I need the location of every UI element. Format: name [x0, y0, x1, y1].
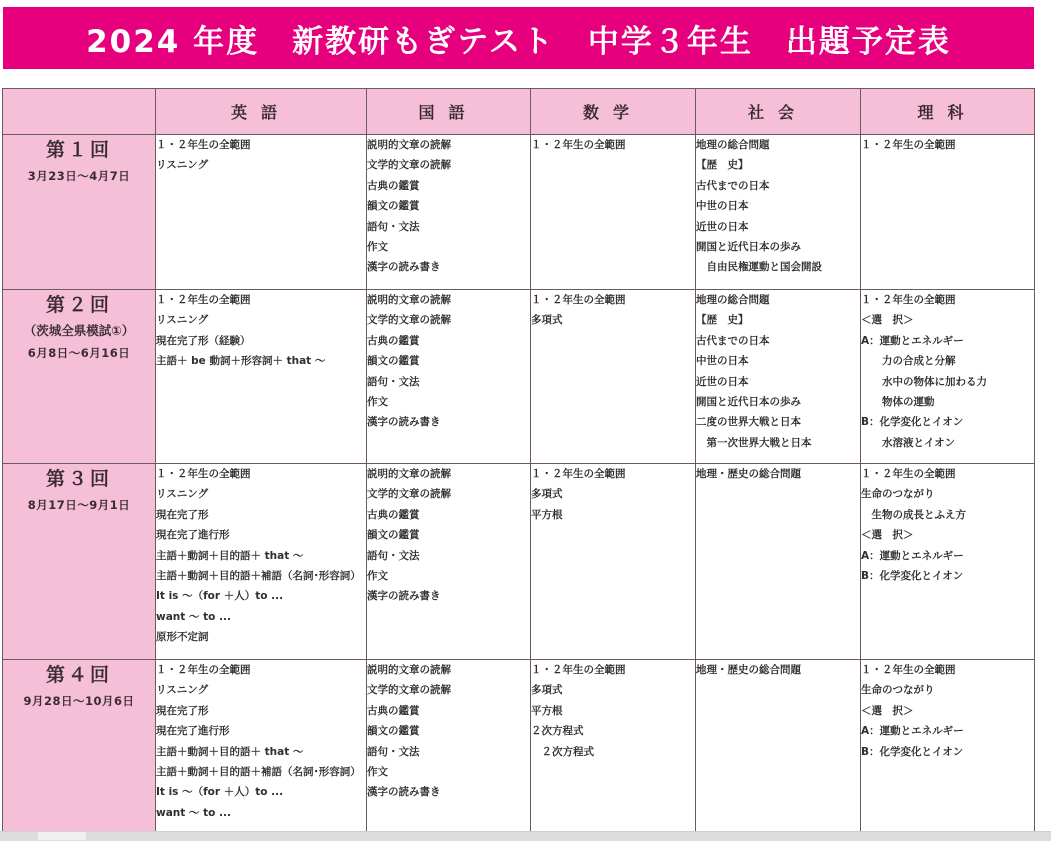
topic-item: 主語＋動詞＋目的語＋補語（名詞･形容詞）	[156, 765, 361, 778]
topic-list	[531, 135, 695, 155]
topic-item: 古典の鑑賞	[367, 508, 420, 521]
topic-item: ＜選 択＞	[861, 314, 914, 327]
topic-item: 地理の総合問題	[696, 139, 770, 151]
topic-item: ＜選 択＞	[861, 704, 914, 717]
topic-item: It is 〜（for ＋人）to ...	[156, 590, 284, 603]
topic-cell-social	[696, 290, 861, 464]
round-dates: 8月17日〜9月1日	[27, 498, 131, 512]
topic-cell-math	[531, 464, 696, 660]
topic-list	[696, 464, 860, 484]
round-note: （茨城全県模試①）	[23, 323, 135, 338]
topic-item: 語句・文法	[367, 549, 420, 562]
topic-item: １・２年生の全範囲	[861, 664, 956, 676]
topic-cell-math	[531, 660, 696, 840]
topic-item: 文学的文章の読解	[367, 488, 451, 501]
topic-item: 語句・文法	[367, 375, 420, 388]
topic-cell-science	[861, 464, 1035, 660]
round-cell	[3, 290, 156, 464]
topic-cell-japanese	[367, 290, 531, 464]
topic-item: 作文	[367, 240, 388, 253]
topic-item: １・２年生の全範囲	[861, 468, 956, 480]
round-title: 第３回	[45, 468, 112, 490]
round-cell	[3, 464, 156, 660]
page-title: 2024 年度 新教研もぎテスト 中学３年生 出題予定表	[86, 23, 951, 60]
topic-item: ２次方程式	[531, 725, 584, 738]
topic-item: １・２年生の全範囲	[531, 139, 626, 151]
topic-item: 近世の日本	[696, 375, 749, 388]
topic-item: １・２年生の全範囲	[156, 294, 251, 306]
topic-cell-science	[861, 660, 1035, 840]
topic-item: 文学的文章の読解	[367, 314, 451, 327]
topic-item: A：運動とエネルギー	[861, 334, 964, 347]
topic-item: 漢字の読み書き	[367, 261, 441, 274]
topic-list	[156, 135, 366, 176]
round-dates: 9月28日〜10月6日	[23, 694, 135, 708]
table-row	[3, 464, 1035, 660]
topic-item: 語句・文法	[367, 745, 420, 758]
topic-list	[367, 135, 530, 278]
topic-item: 漢字の読み書き	[367, 416, 441, 429]
round-dates: 6月8日〜6月16日	[27, 346, 131, 360]
topic-item: 語句・文法	[367, 220, 420, 233]
table-row	[3, 290, 1035, 464]
round-cell	[3, 135, 156, 290]
topic-item: A：運動とエネルギー	[861, 725, 964, 738]
round-cell	[3, 660, 156, 840]
topic-list	[861, 464, 1034, 586]
topic-item: 物体の運動	[861, 395, 935, 408]
topic-item: 開国と近代日本の歩み	[696, 240, 801, 253]
table-row	[3, 660, 1035, 840]
topic-item: 多項式	[531, 488, 563, 501]
topic-item: A：運動とエネルギー	[861, 549, 964, 562]
topic-item: 中世の日本	[696, 355, 749, 368]
topic-list	[861, 290, 1034, 453]
topic-item: 地理・歴史の総合問題	[696, 664, 801, 676]
topic-cell-english	[156, 290, 367, 464]
topic-cell-english	[156, 135, 367, 290]
topic-list	[696, 660, 860, 680]
topic-item: 韻文の鑑賞	[367, 355, 420, 368]
topic-item: 説明的文章の読解	[367, 468, 451, 480]
topic-cell-social	[696, 135, 861, 290]
round-title: 第１回	[45, 139, 112, 161]
topic-item: 現在完了形	[156, 704, 209, 717]
topic-item: want 〜 to ...	[156, 610, 231, 623]
header-corner	[3, 89, 156, 135]
topic-cell-japanese	[367, 660, 531, 840]
topic-item: 韻文の鑑賞	[367, 200, 420, 213]
topic-item: It is 〜（for ＋人）to ...	[156, 786, 284, 799]
topic-item: １・２年生の全範囲	[156, 468, 251, 480]
topic-item: 主語＋動詞＋目的語＋補語（名詞･形容詞）	[156, 569, 361, 582]
topic-list	[156, 464, 366, 648]
topic-item: 韻文の鑑賞	[367, 725, 420, 738]
topic-item: 説明的文章の読解	[367, 139, 451, 151]
topic-list	[696, 135, 860, 278]
topic-item: 古代までの日本	[696, 334, 770, 347]
topic-item: 文学的文章の読解	[367, 684, 451, 697]
exam-schedule-table	[2, 88, 1035, 840]
topic-item: B：化学変化とイオン	[861, 569, 964, 582]
topic-item: 開国と近代日本の歩み	[696, 395, 801, 408]
topic-item: ＜選 択＞	[861, 529, 914, 542]
topic-item: 中世の日本	[696, 200, 749, 213]
round-title: 第２回	[45, 294, 112, 316]
round-dates: 3月23日〜4月7日	[27, 169, 131, 183]
header-science: 理科	[861, 89, 1035, 135]
topic-item: 地理・歴史の総合問題	[696, 468, 801, 480]
topic-list	[861, 135, 1034, 155]
topic-item: １・２年生の全範囲	[861, 139, 956, 151]
table-row	[3, 135, 1035, 290]
scrollbar-thumb[interactable]	[38, 832, 86, 840]
topic-item: 平方根	[531, 508, 563, 521]
title-banner	[3, 7, 1034, 69]
topic-item: 原形不定詞	[156, 631, 209, 644]
topic-item: 説明的文章の読解	[367, 294, 451, 306]
topic-item: １・２年生の全範囲	[531, 294, 626, 306]
topic-item: リスニング	[156, 159, 209, 172]
topic-item: 古代までの日本	[696, 179, 770, 192]
topic-item: 古典の鑑賞	[367, 334, 420, 347]
topic-item: 主語＋ be 動詞＋形容詞＋ that 〜	[156, 355, 326, 368]
topic-item: 説明的文章の読解	[367, 664, 451, 676]
topic-item: 漢字の読み書き	[367, 590, 441, 603]
topic-item: 多項式	[531, 314, 563, 327]
topic-item: 現在完了進行形	[156, 529, 230, 542]
topic-list	[156, 290, 366, 372]
header-japanese: 国語	[367, 89, 531, 135]
topic-item: 生物の成長とふえ方	[861, 508, 966, 521]
topic-item: 地理の総合問題	[696, 294, 770, 306]
topic-list	[861, 660, 1034, 762]
topic-list	[531, 464, 695, 525]
header-social: 社会	[696, 89, 861, 135]
topic-item: B：化学変化とイオン	[861, 745, 964, 758]
topic-cell-english	[156, 660, 367, 840]
topic-item: B：化学変化とイオン	[861, 416, 964, 429]
topic-list	[696, 290, 860, 453]
topic-item: 自由民権運動と国会開設	[696, 261, 822, 274]
topic-item: 漢字の読み書き	[367, 786, 441, 799]
topic-list	[367, 660, 530, 803]
topic-cell-japanese	[367, 135, 531, 290]
topic-item: 作文	[367, 765, 388, 778]
topic-item: 二度の世界大戦と日本	[696, 416, 801, 429]
topic-cell-english	[156, 464, 367, 660]
topic-item: 主語＋動詞＋目的語＋ that 〜	[156, 549, 304, 562]
topic-item: リスニング	[156, 684, 209, 697]
topic-item: 生命のつながり	[861, 684, 935, 697]
topic-item: 現在完了進行形	[156, 725, 230, 738]
topic-item: 作文	[367, 395, 388, 408]
header-row	[3, 89, 1035, 135]
topic-item: 古典の鑑賞	[367, 704, 420, 717]
round-title: 第４回	[45, 664, 112, 686]
topic-item: 力の合成と分解	[861, 355, 956, 368]
topic-cell-science	[861, 290, 1035, 464]
topic-item: リスニング	[156, 488, 209, 501]
topic-item: 作文	[367, 569, 388, 582]
topic-cell-social	[696, 660, 861, 840]
topic-item: リスニング	[156, 314, 209, 327]
topic-item: 【歴 史】	[696, 314, 749, 327]
topic-item: 平方根	[531, 704, 563, 717]
topic-list	[156, 660, 366, 823]
topic-item: １・２年生の全範囲	[861, 294, 956, 306]
header-math: 数学	[531, 89, 696, 135]
topic-item: 近世の日本	[696, 220, 749, 233]
topic-item: 文学的文章の読解	[367, 159, 451, 172]
topic-item: 第一次世界大戦と日本	[696, 436, 812, 449]
topic-item: １・２年生の全範囲	[156, 664, 251, 676]
topic-list	[367, 464, 530, 607]
topic-item: １・２年生の全範囲	[156, 139, 251, 151]
topic-item: 【歴 史】	[696, 159, 749, 172]
topic-item: 主語＋動詞＋目的語＋ that 〜	[156, 745, 304, 758]
topic-item: 韻文の鑑賞	[367, 529, 420, 542]
topic-item: 生命のつながり	[861, 488, 935, 501]
topic-cell-science	[861, 135, 1035, 290]
topic-cell-math	[531, 135, 696, 290]
topic-item: 多項式	[531, 684, 563, 697]
topic-list	[531, 290, 695, 331]
topic-cell-math	[531, 290, 696, 464]
topic-item: 水中の物体に加わる力	[861, 375, 987, 388]
topic-cell-japanese	[367, 464, 531, 660]
topic-item: 現在完了形	[156, 508, 209, 521]
topic-list	[367, 290, 530, 433]
topic-item: 水溶液とイオン	[861, 436, 956, 449]
topic-item: 古典の鑑賞	[367, 179, 420, 192]
header-english: 英語	[156, 89, 367, 135]
topic-item: 現在完了形（経験）	[156, 334, 251, 347]
topic-list	[531, 660, 695, 762]
topic-item: １・２年生の全範囲	[531, 468, 626, 480]
topic-item: ２次方程式	[531, 745, 594, 758]
topic-cell-social	[696, 464, 861, 660]
topic-item: want 〜 to ...	[156, 806, 231, 819]
topic-item: １・２年生の全範囲	[531, 664, 626, 676]
